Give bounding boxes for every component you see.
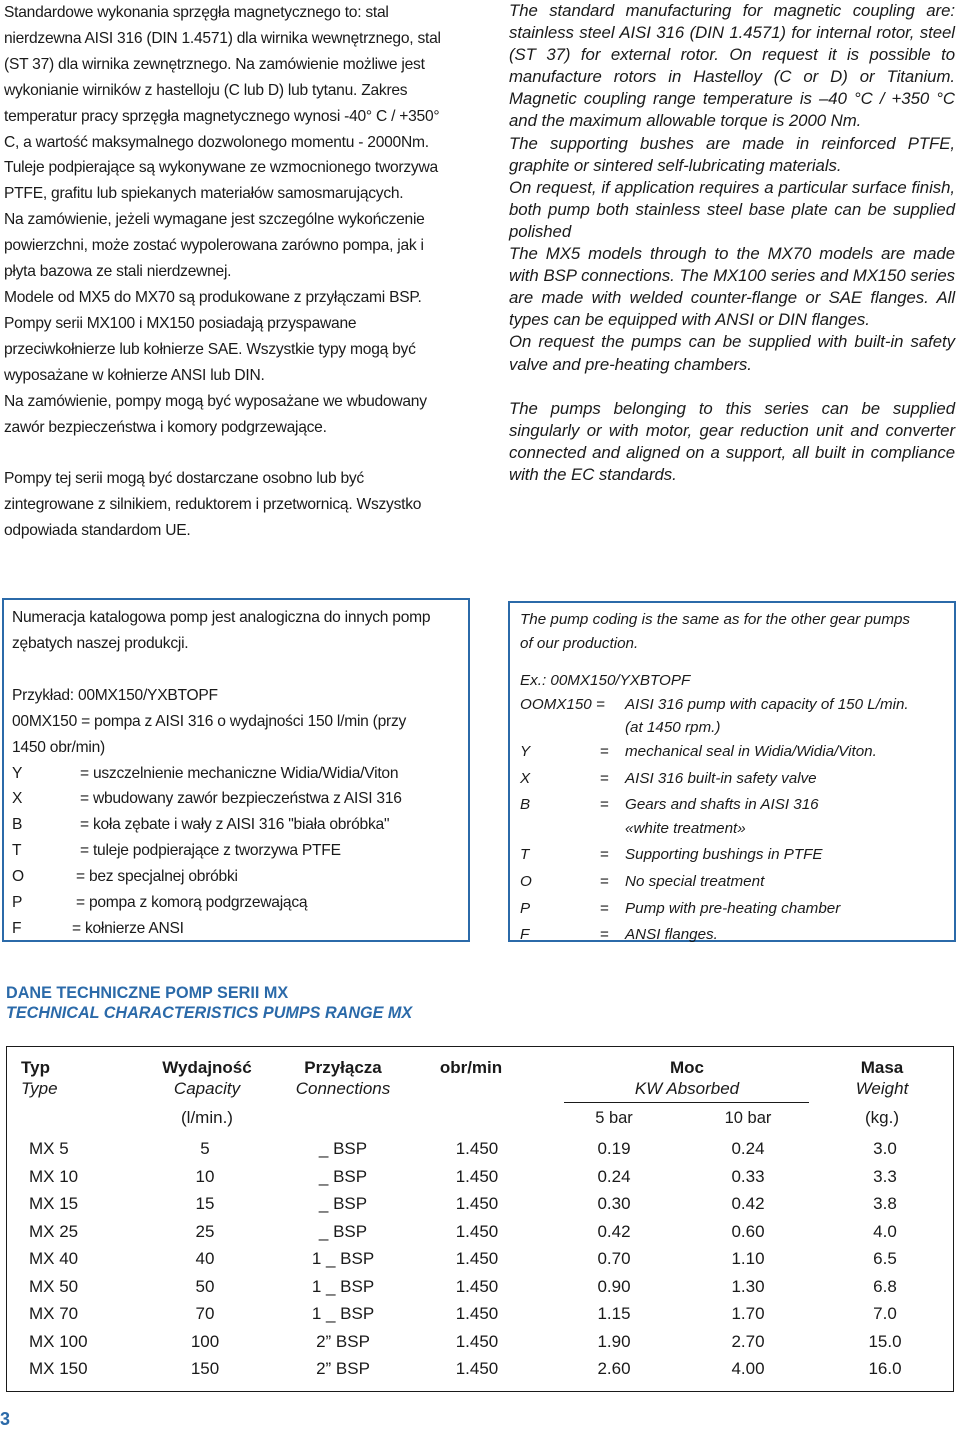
code-key: T <box>520 846 530 864</box>
table-cell: 0.24 <box>731 1139 765 1158</box>
pl-paragraph <box>4 285 482 311</box>
table-cell: MX 15 <box>29 1194 79 1213</box>
table-cell: 0.24 <box>597 1166 631 1186</box>
code-key: O <box>520 872 532 890</box>
code-value: = bez specjalnej obróbki <box>76 868 238 886</box>
header-capacity: Wydajność Capacity (l/min.) <box>162 1058 252 1127</box>
text-line: (ST 37) dla wirnika zewnętrznego. Na zamówienie możliwe jest <box>4 55 425 73</box>
code-row <box>520 740 944 764</box>
text-line: Standardowe wykonania sprzęgła magnetycznego to: stal <box>4 4 389 21</box>
table-cell: MX 50 <box>29 1276 79 1296</box>
code-row <box>520 843 944 867</box>
code-key: B <box>520 796 531 814</box>
pl-paragraph <box>4 207 482 285</box>
table-cell: 1.450 <box>455 1194 499 1213</box>
table-cell: _ BSP <box>318 1139 368 1158</box>
table-cell: 1 _ BSP <box>311 1276 375 1296</box>
text-line: płyta bazowa ze stali nierdzewnej. <box>4 263 232 281</box>
en-paragraph: The pumps belonging to this series can be supplied singularly or with motor, gear reduction unit and converter connected and aligned on a support, all built in compliance with the EC standards. <box>509 398 955 484</box>
table-cell: MX 40 <box>29 1249 79 1268</box>
code-row <box>12 890 460 916</box>
code-row <box>520 870 944 894</box>
table-cell: 50 <box>195 1276 215 1296</box>
english-description <box>509 0 955 486</box>
technical-table <box>6 1046 954 1392</box>
header-5bar: 5 bar <box>595 1109 633 1127</box>
table-cell: 0.42 <box>597 1221 631 1241</box>
coding-example: Ex.: 00MX150/YXBTOPF <box>520 672 691 690</box>
header-type: Typ Type <box>21 1058 58 1098</box>
code-row <box>520 923 944 947</box>
text-line: wykonianie wirników z hastelloju (C lub D) lub tytanu. Zakres <box>4 81 408 99</box>
code-value: «white treatment» <box>625 819 746 837</box>
text-line: powierzchni, może zostać wypolerowana zarówno pompa, jak i <box>4 237 424 255</box>
code-row <box>520 767 944 791</box>
table-cell: MX 150 <box>29 1359 88 1378</box>
text-line: Modele od MX5 do MX70 są produkowane z przyłączami BSP. <box>4 288 422 306</box>
code-value: = uszczelnienie mechaniczne Widia/Widia/Viton <box>80 764 399 782</box>
code-key: X <box>520 769 531 787</box>
table-cell: 6.8 <box>873 1276 897 1296</box>
code-eq <box>600 817 625 841</box>
code-key: F <box>12 919 22 937</box>
text-line: zawór bezpieczeństwa i komory podgrzewające. <box>4 418 327 436</box>
table-cell: 1.450 <box>455 1276 499 1296</box>
en-paragraph: The supporting bushes are made in reinforced PTFE, graphite or sintered self-lubricating materials. <box>509 133 955 175</box>
coding-model: 1450 obr/min) <box>12 738 105 756</box>
code-row <box>520 817 944 841</box>
table-cell: 1.450 <box>455 1304 499 1323</box>
coding-intro: The pump coding is the same as for the other gear pumps <box>520 611 911 628</box>
code-key: B <box>12 816 23 834</box>
header-10bar: 10 bar <box>724 1109 772 1127</box>
table-cell: 1.70 <box>731 1304 765 1323</box>
table-cell: 1.90 <box>597 1331 631 1351</box>
pump-coding-box-en <box>508 601 956 942</box>
code-value: ANSI flanges. <box>625 926 718 944</box>
table-cell: _ BSP <box>318 1166 368 1186</box>
table-cell: 5 <box>200 1139 210 1158</box>
en-paragraph: The MX5 models through to the MX70 models are made with BSP connections. The MX100 series and MX150 series are made with welded counter-flange or SAE flanges. All types can be equipped with ANSI or DIN flanges. <box>509 244 955 330</box>
code-key: P <box>12 894 23 912</box>
table-cell: 1.450 <box>455 1249 499 1268</box>
heading-en: TECHNICAL CHARACTERISTICS PUMPS RANGE MX <box>6 1004 413 1022</box>
text-line: temperatur pracy sprzęgła magnetycznego wynosi -40° C / +350° <box>4 107 440 125</box>
en-paragraph: On request, if application requires a particular surface finish, both pump both stainless steel base plate can be supplied polished <box>509 177 955 241</box>
table-cell: 0.90 <box>597 1276 631 1296</box>
table-cell: 1.450 <box>455 1331 499 1351</box>
table-cell: 0.42 <box>731 1194 765 1213</box>
code-key: P <box>520 899 531 917</box>
table-cell: 1.15 <box>597 1304 631 1323</box>
table-cell: _ BSP <box>318 1221 368 1241</box>
pl-paragraph <box>4 155 482 207</box>
code-eq: = <box>600 742 609 760</box>
table-cell: 2” BSP <box>316 1331 370 1351</box>
header-divider <box>564 1102 809 1103</box>
code-row <box>12 786 460 812</box>
coding-example: Przykład: 00MX150/YXBTOPF <box>12 686 218 704</box>
table-cell: _ BSP <box>318 1194 368 1213</box>
table-cell: 15 <box>195 1194 215 1213</box>
table-cell: 0.19 <box>597 1139 631 1158</box>
code-row <box>520 897 944 921</box>
table-cell: 100 <box>190 1331 220 1351</box>
pl-paragraph <box>4 466 482 544</box>
code-key: T <box>12 842 22 860</box>
text-line: Na zamówienie, pompy mogą być wyposażane we wbudowany <box>4 392 427 410</box>
table-cell: 1 _ BSP <box>311 1249 375 1268</box>
text-line: zintegrowane z silnikiem, reduktorem i przetwornicą. Wszystko <box>4 496 422 514</box>
code-eq: = <box>600 846 609 864</box>
header-power: Moc KW Absorbed <box>634 1058 740 1098</box>
coding-intro: of our production. <box>520 634 639 652</box>
table-cell: 7.0 <box>873 1304 897 1323</box>
code-row <box>12 761 460 787</box>
table-cell: 10 <box>195 1166 215 1186</box>
code-value: AISI 316 pump with capacity of 150 L/min. <box>625 695 909 713</box>
text-line: przeciwkołnierze lub kołnierze SAE. Wszystkie typy mogą być <box>4 340 416 358</box>
code-row <box>12 864 460 890</box>
text-line: Tuleje podpierające są wykonywane ze wzmocnionego tworzywa <box>4 159 438 177</box>
code-row <box>520 693 944 717</box>
polish-description <box>4 0 482 544</box>
code-key: Y <box>12 764 23 782</box>
en-paragraph: The standard manufacturing for magnetic coupling are: stainless steel AISI 316 (DIN 1.4571) for internal rotor, steel (ST 37) for external rotor. On request it is possible to manufacture rotors in Hastelloy (C or D) or Titanium. Magnetic coupling range temperature is –40 °C / +350 °C and the maximum allowable torque is 2000 Nm. <box>509 1 955 131</box>
text-line: Pompy tej serii mogą być dostarczane osobno lub być <box>4 470 364 488</box>
table-cell: 3.3 <box>873 1166 897 1186</box>
table-cell: 3.8 <box>873 1194 897 1213</box>
code-key: OOMX150 = <box>520 695 605 713</box>
table-cell: 2.60 <box>597 1359 631 1378</box>
code-value: = tuleje podpierające z tworzywa PTFE <box>80 842 341 860</box>
table-cell: MX 100 <box>29 1331 88 1351</box>
page-number: 3 <box>0 1409 11 1429</box>
table-cell: 1.450 <box>455 1359 499 1378</box>
code-value: = pompa z komorą podgrzewającą <box>76 894 308 912</box>
table-cell: 150 <box>190 1359 220 1378</box>
text-line: wyposażane w kołnierze ANSI lub DIN. <box>4 366 265 384</box>
text-line: PTFE, grafitu lub spiekanych materiałów samosmarujących. <box>4 185 404 203</box>
code-eq: = <box>600 769 609 787</box>
table-cell: 1.30 <box>731 1276 765 1296</box>
code-row <box>12 916 460 942</box>
table-cell: 0.33 <box>731 1166 765 1186</box>
code-key: Y <box>520 742 531 760</box>
code-value: AISI 316 built-in safety valve <box>625 769 817 787</box>
pl-paragraph <box>4 389 482 441</box>
coding-intro: Numeracja katalogowa pomp jest analogiczna do innych pomp <box>12 609 431 626</box>
coding-model: 00MX150 = pompa z AISI 316 o wydajności 150 l/min (przy <box>12 712 407 730</box>
code-value: = koła zębate i wały z AISI 316 "biała obróbka" <box>80 816 390 834</box>
table-cell: 1.450 <box>455 1221 499 1241</box>
table-cell: 40 <box>195 1249 215 1268</box>
table-cell: 70 <box>195 1304 215 1323</box>
table-cell: 25 <box>195 1221 215 1241</box>
code-key <box>520 817 600 841</box>
table-cell: MX 25 <box>29 1221 79 1241</box>
table-cell: 4.00 <box>731 1359 765 1378</box>
code-value: = wbudowany zawór bezpieczeństwa z AISI 316 <box>80 790 402 808</box>
code-eq: = <box>600 796 609 814</box>
table-cell: 16.0 <box>868 1359 902 1378</box>
heading-pl: DANE TECHNICZNE POMP SERII MX <box>6 984 289 1002</box>
table-cell: 1 _ BSP <box>311 1304 375 1323</box>
text-line: Pompy serii MX100 i MX150 posiadają przyspawane <box>4 314 357 332</box>
table-cell: MX 10 <box>29 1166 79 1186</box>
code-row <box>12 838 460 864</box>
code-value: Supporting bushings in PTFE <box>625 846 823 864</box>
code-value: Gears and shafts in AISI 316 <box>625 796 819 814</box>
table-cell: MX 5 <box>29 1139 69 1158</box>
table-cell: 1.450 <box>455 1139 499 1158</box>
code-value: = kołnierze ANSI <box>72 919 184 937</box>
table-cell: 15.0 <box>868 1331 902 1351</box>
header-mass: Masa Weight (kg.) <box>855 1058 909 1127</box>
table-cell: 1.450 <box>455 1166 499 1186</box>
code-eq: = <box>600 926 609 944</box>
table-cell: MX 70 <box>29 1304 79 1323</box>
header-connections: Przyłącza Connections <box>295 1058 391 1098</box>
en-paragraph: On request the pumps can be supplied with built-in safety valve and pre-heating chambers. <box>509 332 955 374</box>
header-rpm: obr/min <box>439 1058 503 1077</box>
code-value: No special treatment <box>625 872 765 890</box>
code-key: O <box>12 868 24 886</box>
text-line: odpowiada standardom UE. <box>4 522 191 540</box>
code-key: X <box>12 790 23 808</box>
table-cell: 3.0 <box>873 1139 897 1158</box>
code-row <box>12 812 460 838</box>
text-line: Na zamówienie, jeżeli wymagane jest szczególne wykończenie <box>4 211 425 229</box>
table-cell: 0.60 <box>731 1221 765 1241</box>
code-key: F <box>520 926 530 944</box>
coding-intro: zębatych naszej produkcji. <box>12 634 189 652</box>
table-cell: 2.70 <box>731 1331 765 1351</box>
code-eq: = <box>600 899 609 917</box>
code-value: (at 1450 rpm.) <box>625 719 721 737</box>
table-cell: 2” BSP <box>316 1359 370 1378</box>
text-line: C, a wartość maksymalnego dozwolonego momentu - 2000Nm. <box>4 133 429 151</box>
text-line: nierdzewna AISI 316 (DIN 1.4571) dla wirnika wewnętrznego, stal <box>4 29 441 47</box>
table-cell: 6.5 <box>873 1249 897 1268</box>
table-cell: 0.70 <box>597 1249 631 1268</box>
pl-paragraph <box>4 0 482 155</box>
code-row <box>520 793 944 817</box>
code-value: Pump with pre-heating chamber <box>625 899 841 917</box>
section-heading <box>6 983 412 1023</box>
table-cell: 0.30 <box>597 1194 631 1213</box>
code-value: mechanical seal in Widia/Widia/Viton. <box>625 742 877 760</box>
code-eq: = <box>600 872 609 890</box>
pump-coding-box-pl <box>2 598 470 942</box>
pl-paragraph <box>4 311 482 389</box>
table-cell: 4.0 <box>873 1221 897 1241</box>
table-cell: 1.10 <box>731 1249 765 1268</box>
